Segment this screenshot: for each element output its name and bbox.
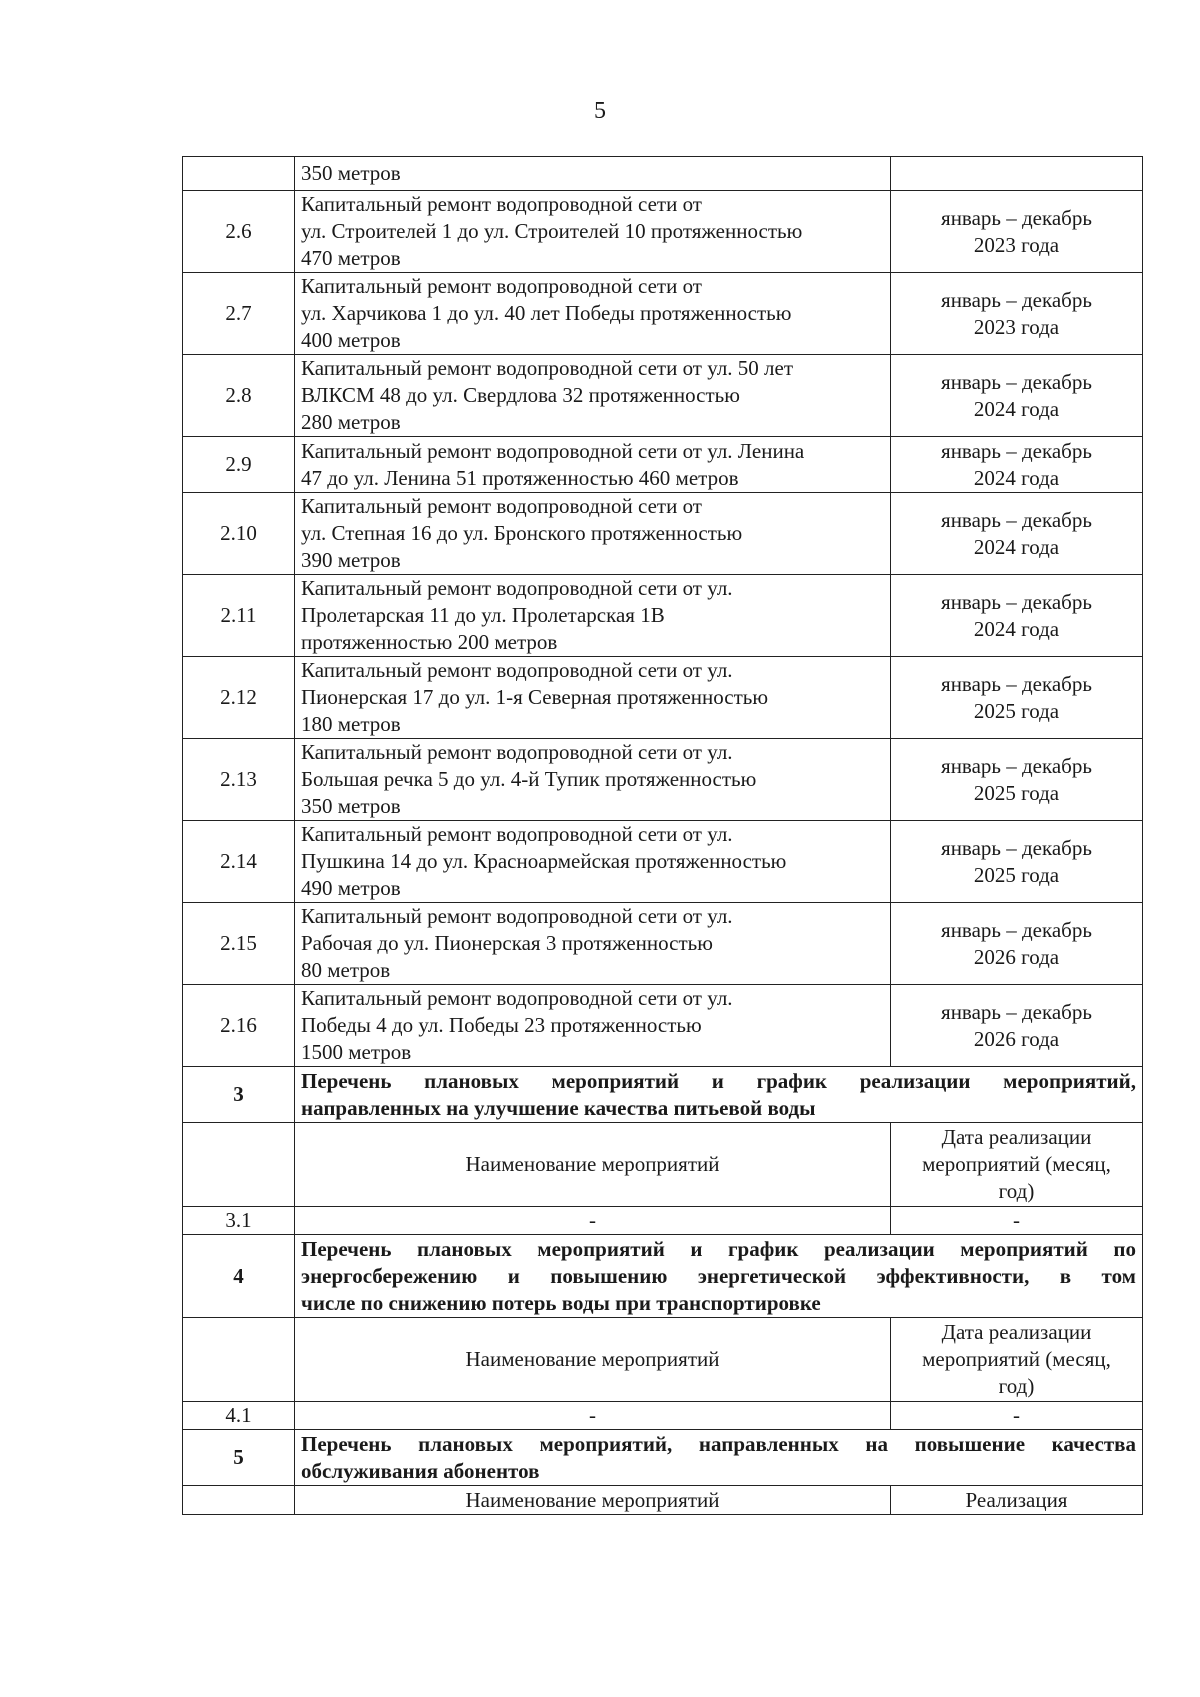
header-date: Реализация [891,1486,1143,1515]
item-number: 2.14 [183,821,295,903]
header-date-line: год) [998,1374,1035,1398]
item-name-line: Пионерская 17 до ул. 1-я Северная протяженностью [301,685,769,709]
item-date [891,191,1143,273]
item-name [295,355,891,437]
item-number: 2.13 [183,739,295,821]
item-name-line: ул. Харчикова 1 до ул. 40 лет Победы протяженностью [301,301,792,325]
item-date-year: 2024 года [973,465,1060,490]
item-date [891,903,1143,985]
item-name [295,575,891,657]
item-name-line: Капитальный ремонт водопроводной сети от [301,192,702,216]
item-name-line: Большая речка 5 до ул. 4-й Тупик протяженностью [301,767,757,791]
continuation-row [183,157,1143,191]
header-name: Наименование мероприятий [295,1318,891,1402]
item-number: 2.7 [183,273,295,355]
item-date [891,739,1143,821]
section-title [295,1430,1143,1486]
row-name: - [295,1207,891,1235]
section-title-row [183,1067,1143,1123]
item-date [891,985,1143,1067]
item-name [295,493,891,575]
item-date-year: 2023 года [973,232,1060,257]
table-row [183,1402,1143,1430]
item-name-line: 1500 метров [301,1040,412,1064]
item-name-line: 180 метров [301,712,401,736]
date-cell [891,157,1143,191]
item-name-line: Капитальный ремонт водопроводной сети от ул. [301,822,733,846]
section-title-line: Перечень плановых мероприятий и график реализации мероприятий, [301,1068,1136,1093]
item-date [891,355,1143,437]
item-name-line: протяженностью 200 метров [301,630,558,654]
section-title-row [183,1235,1143,1318]
section-title-line: направленных на улучшение качества питьевой воды [301,1095,816,1120]
item-date [891,493,1143,575]
item-name-line: 47 до ул. Ленина 51 протяженностью 460 метров [301,465,739,490]
row-date: - [891,1402,1143,1430]
item-number: 2.9 [183,437,295,493]
item-name-line: Капитальный ремонт водопроводной сети от ул. [301,986,733,1010]
section-title-line: числе по снижению потерь воды при транспортировке [301,1290,821,1315]
item-name-line: Капитальный ремонт водопроводной сети от ул. [301,740,733,764]
table-row [183,273,1143,355]
header-empty [183,1486,295,1515]
item-date-period: январь – декабрь [941,999,1092,1024]
item-date-period: январь – декабрь [941,438,1092,463]
header-date [891,1123,1143,1207]
table-row [183,1207,1143,1235]
item-name-line: 350 метров [301,794,401,818]
table-row [183,355,1143,437]
header-name: Наименование мероприятий [295,1486,891,1515]
table-row [183,985,1143,1067]
item-number: 2.15 [183,903,295,985]
section-title-row [183,1430,1143,1486]
section-number: 3 [183,1067,295,1123]
item-number: 2.11 [183,575,295,657]
item-name-line: Рабочая до ул. Пионерская 3 протяженностью [301,931,713,955]
section-header-row [183,1486,1143,1515]
table-row [183,437,1143,493]
item-date-period: январь – декабрь [941,671,1092,696]
section-title-line: Перечень плановых мероприятий, направленных на повышение качества [301,1431,1136,1456]
item-number: 2.6 [183,191,295,273]
item-name-line: Капитальный ремонт водопроводной сети от [301,274,702,298]
page-number: 5 [594,98,606,124]
item-name-line: ВЛКСМ 48 до ул. Свердлова 32 протяженностью [301,383,740,407]
item-date-year: 2025 года [973,698,1060,723]
section-header-row [183,1123,1143,1207]
item-name [295,739,891,821]
header-date-line: мероприятий (месяц, [922,1152,1111,1176]
table-row [183,575,1143,657]
item-date [891,273,1143,355]
header-date-line: год) [998,1179,1035,1203]
item-name-line: 490 метров [301,876,401,900]
item-date-period: январь – декабрь [941,205,1092,230]
item-date-year: 2024 года [973,396,1060,421]
item-date-year: 2023 года [973,314,1060,339]
table-row [183,191,1143,273]
header-name: Наименование мероприятий [295,1123,891,1207]
table-row [183,493,1143,575]
item-name-line: 390 метров [301,548,401,572]
item-name-line: ул. Степная 16 до ул. Бронского протяженностью [301,521,743,545]
item-name-line: 470 метров [301,246,401,270]
header-empty [183,1318,295,1402]
section-header-row [183,1318,1143,1402]
section-title-line: обслуживания абонентов [301,1458,540,1483]
item-name-line: Капитальный ремонт водопроводной сети от ул. [301,658,733,682]
item-name-line: 80 метров [301,958,391,982]
name-cell: 350 метров [295,157,891,191]
item-name [295,657,891,739]
table-row [183,821,1143,903]
item-name-line: 280 метров [301,410,401,434]
item-name [295,985,891,1067]
item-date-period: январь – декабрь [941,835,1092,860]
item-date [891,821,1143,903]
num-cell [183,157,295,191]
item-date-year: 2025 года [973,862,1060,887]
item-date-year: 2026 года [973,944,1060,969]
item-name-line: 400 метров [301,328,401,352]
item-name-line: Капитальный ремонт водопроводной сети от ул. Ленина [301,438,805,463]
header-date [891,1318,1143,1402]
item-date-period: январь – декабрь [941,369,1092,394]
item-number: 2.10 [183,493,295,575]
section-number: 4 [183,1235,295,1318]
item-date-year: 2024 года [973,534,1060,559]
item-number: 2.12 [183,657,295,739]
item-date-period: январь – декабрь [941,589,1092,614]
row-number: 4.1 [183,1402,295,1430]
item-date [891,437,1143,493]
item-name-line: ул. Строителей 1 до ул. Строителей 10 протяженностью [301,219,803,243]
item-date-year: 2024 года [973,616,1060,641]
measures-table [182,156,1143,1515]
item-date [891,575,1143,657]
row-name: - [295,1402,891,1430]
item-name [295,437,891,493]
item-name-line: Капитальный ремонт водопроводной сети от ул. [301,904,733,928]
section-title-line: Перечень плановых мероприятий и график реализации мероприятий по [301,1236,1136,1261]
item-name [295,821,891,903]
item-name-line: Пушкина 14 до ул. Красноармейская протяженностью [301,849,787,873]
table-row [183,739,1143,821]
item-name [295,191,891,273]
item-name-line: Капитальный ремонт водопроводной сети от ул. [301,576,733,600]
item-number: 2.8 [183,355,295,437]
item-name-line: Победы 4 до ул. Победы 23 протяженностью [301,1013,702,1037]
row-number: 3.1 [183,1207,295,1235]
item-name-line: Капитальный ремонт водопроводной сети от ул. 50 лет [301,356,794,380]
table-row [183,903,1143,985]
item-name-line: Пролетарская 11 до ул. Пролетарская 1В [301,603,665,627]
section-title [295,1235,1143,1318]
section-title-line: энергосбережению и повышению энергетической эффективности, в том [301,1263,1136,1288]
header-date-line: Дата реализации [941,1125,1092,1149]
section-number: 5 [183,1430,295,1486]
item-date [891,657,1143,739]
item-number: 2.16 [183,985,295,1067]
item-name-line: Капитальный ремонт водопроводной сети от [301,494,702,518]
header-date-line: Дата реализации [941,1320,1092,1344]
header-empty [183,1123,295,1207]
item-date-period: январь – декабрь [941,507,1092,532]
section-title [295,1067,1143,1123]
item-name [295,903,891,985]
row-date: - [891,1207,1143,1235]
item-name [295,273,891,355]
item-date-year: 2025 года [973,780,1060,805]
item-date-period: январь – декабрь [941,287,1092,312]
table-row [183,657,1143,739]
item-date-period: январь – декабрь [941,917,1092,942]
item-date-year: 2026 года [973,1026,1060,1051]
header-date-line: мероприятий (месяц, [922,1347,1111,1371]
item-date-period: январь – декабрь [941,753,1092,778]
